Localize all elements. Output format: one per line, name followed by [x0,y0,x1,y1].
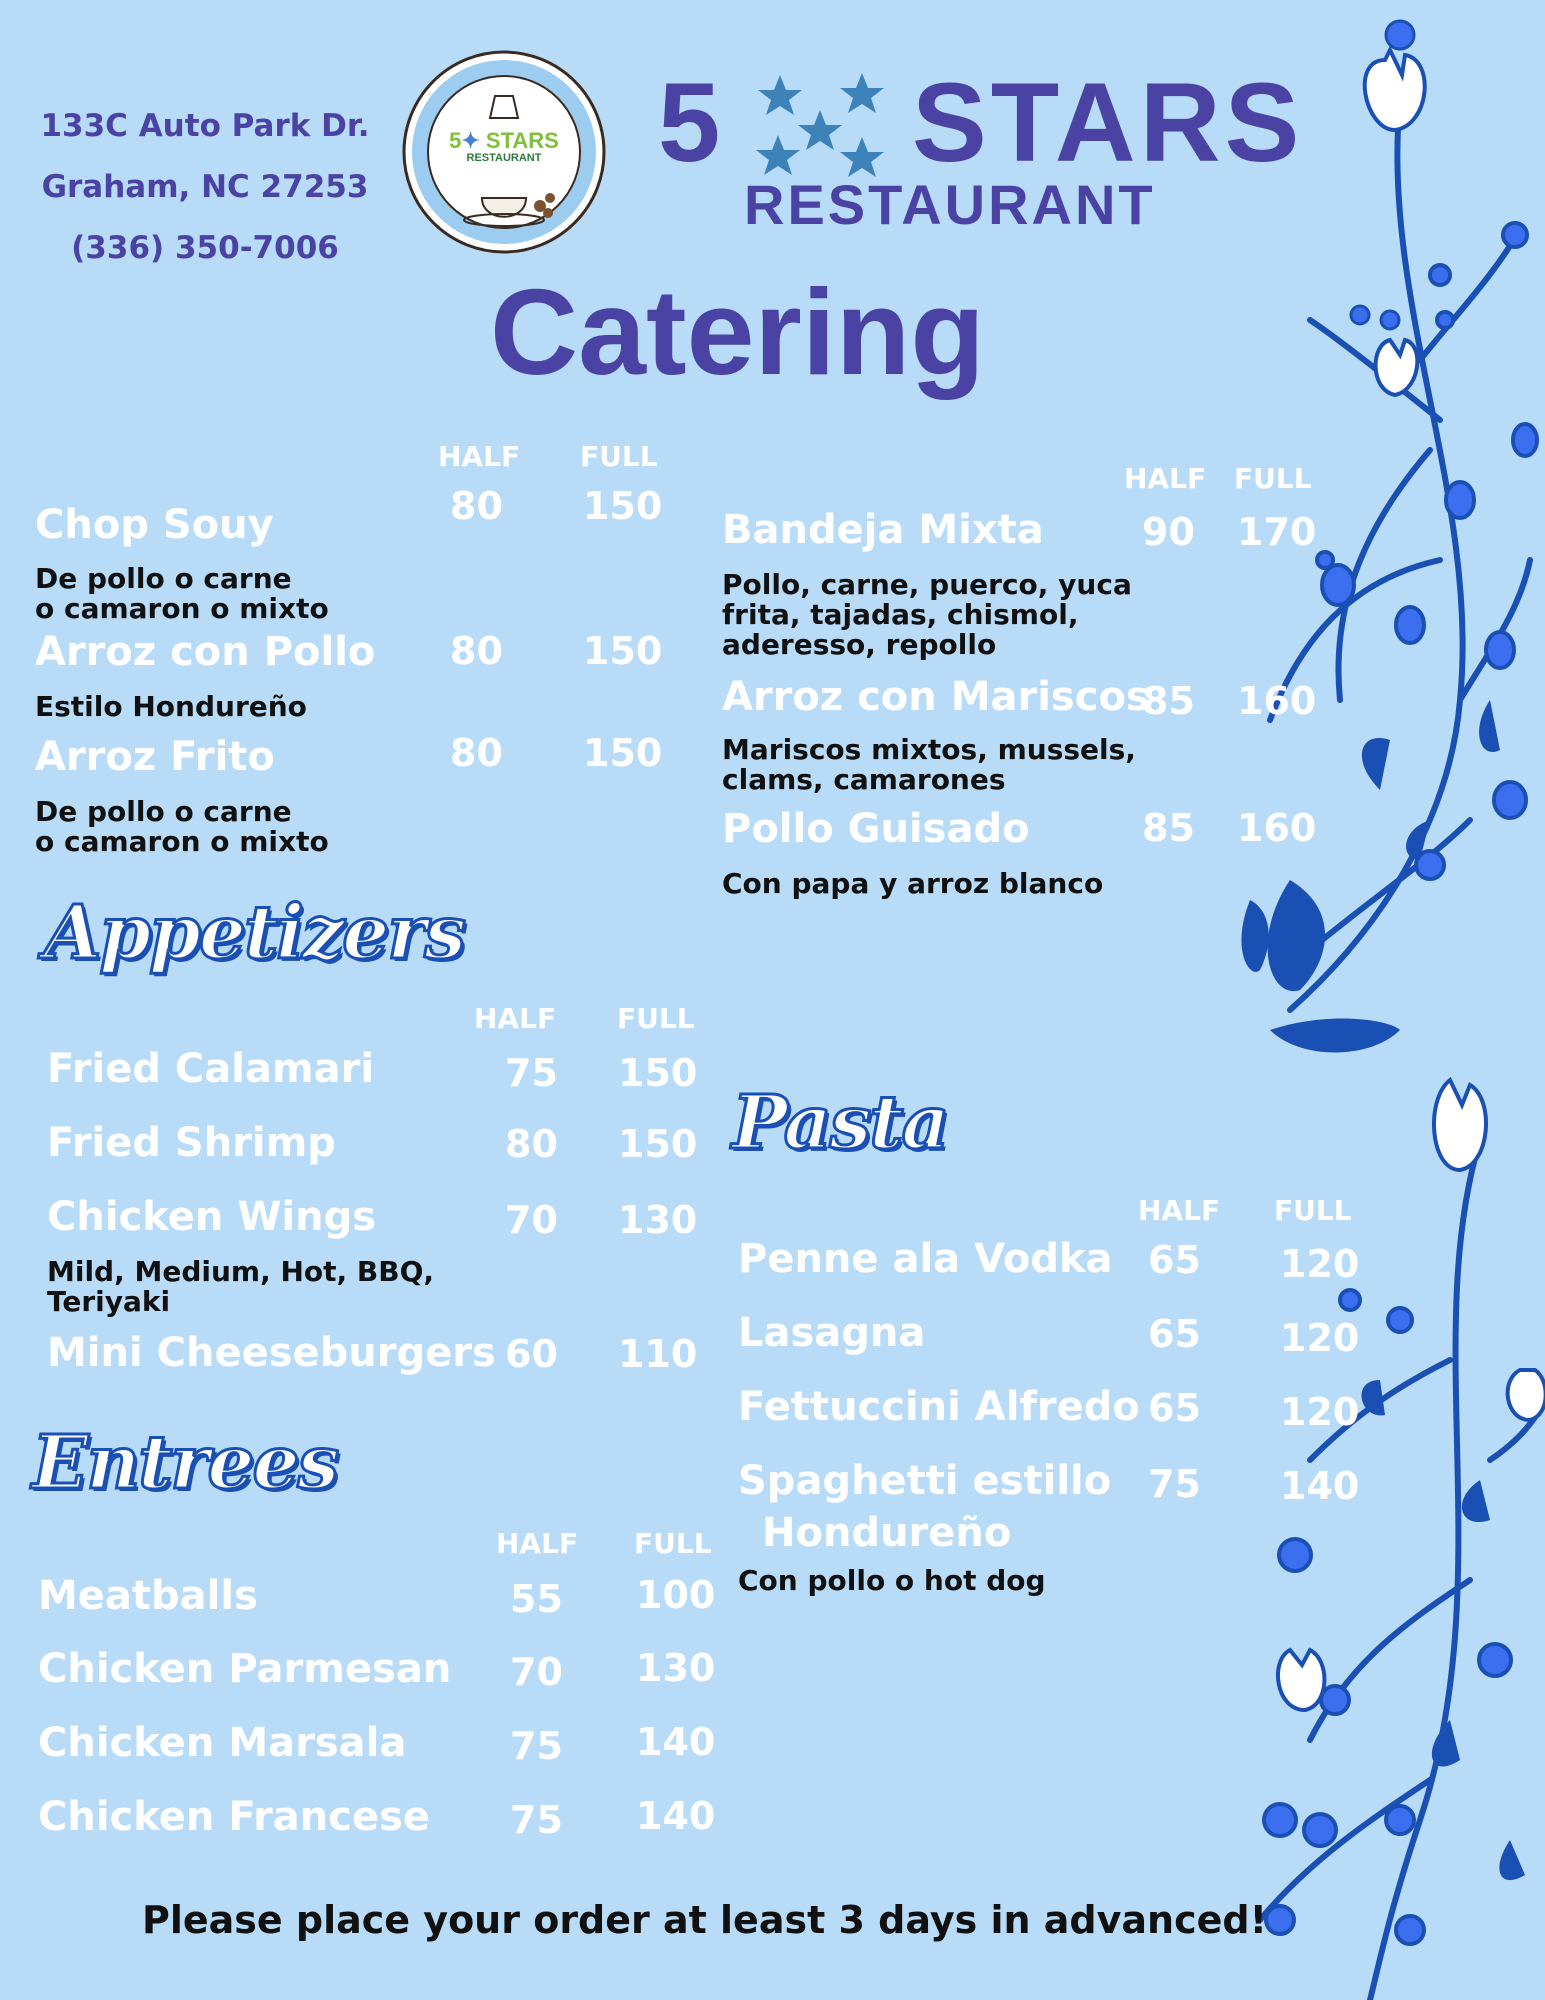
menu-item-desc [47,1257,434,1317]
price-full: 130 [618,1198,698,1242]
price-half: 80 [450,484,503,528]
menu-item-name-cont: Hondureño [762,1510,1012,1556]
menu-item-name: Arroz Frito [35,734,275,780]
appetizers-heading: Appetizers [44,890,465,976]
price-full: 150 [618,1051,698,1095]
desc-line: Teriyaki [47,1285,171,1318]
address-street: 133C Auto Park Dr. [40,108,370,144]
price-half: 65 [1148,1386,1201,1430]
price-half: 65 [1148,1312,1201,1356]
menu-item-name: Fried Calamari [47,1046,375,1092]
col-half-header: HALF [438,440,521,473]
menu-item-name: Arroz con Pollo [35,629,376,675]
price-half: 90 [1142,510,1195,554]
price-full: 140 [636,1720,716,1764]
menu-item-name: Mini Cheeseburgers [47,1330,496,1376]
price-half: 75 [505,1051,558,1095]
price-full: 120 [1280,1316,1360,1360]
col-full-header: FULL [1234,462,1312,495]
price-full: 140 [636,1794,716,1838]
pasta-heading: Pasta [732,1080,948,1166]
price-half: 80 [450,629,503,673]
price-half: 75 [510,1798,563,1842]
price-full: 120 [1280,1390,1360,1434]
menu-item-name: Meatballs [38,1573,258,1619]
price-full: 160 [1237,679,1317,723]
price-full: 110 [618,1332,698,1376]
price-half: 80 [505,1122,558,1166]
address-city: Graham, NC 27253 [41,169,369,205]
desc-line: Pollo, carne, puerco, yuca [722,568,1132,601]
brand-number: 5 [658,60,723,185]
menu-item-desc [35,564,329,624]
logo-stars-text: STARS [485,128,559,153]
entrees-heading: Entrees [32,1420,338,1506]
menu-item-name: Fettuccini Alfredo [738,1384,1140,1430]
menu-item-name: Bandeja Mixta [722,507,1044,553]
price-full: 130 [636,1646,716,1690]
menu-item-desc [35,692,307,722]
restaurant-logo: 5✦ STARS RESTAURANT [400,48,608,256]
desc-line: Mild, Medium, Hot, BBQ, [47,1255,435,1288]
price-full: 150 [583,484,663,528]
desc-line: clams, camarones [722,763,1006,796]
price-full: 150 [618,1122,698,1166]
menu-item-name: Penne ala Vodka [738,1236,1113,1282]
price-half: 85 [1142,679,1195,723]
price-full: 170 [1237,510,1317,554]
brand-name: STARS [912,60,1304,185]
menu-item-name: Chicken Wings [47,1194,377,1240]
desc-line: o camaron o mixto [35,592,329,625]
menu-item-desc [722,570,1132,660]
menu-item-desc [35,797,329,857]
desc-line: Mariscos mixtos, mussels, [722,733,1136,766]
phone-number: (336) 350-7006 [71,230,339,266]
price-full: 140 [1280,1464,1360,1508]
col-full-header: FULL [634,1527,712,1560]
price-half: 70 [510,1650,563,1694]
stars-cluster-icon [750,70,890,185]
menu-item-name: Chicken Parmesan [38,1646,452,1692]
desc-line: Con pollo o hot dog [738,1564,1046,1597]
order-notice: Please place your order at least 3 days in advanced! [142,1898,1267,1942]
menu-item-name: Chop Souy [35,502,274,548]
col-half-header: HALF [474,1002,557,1035]
desc-line: Estilo Hondureño [35,690,307,723]
col-full-header: FULL [580,440,658,473]
price-full: 150 [583,731,663,775]
desc-line: De pollo o carne [35,795,292,828]
page-title: Catering [490,264,985,400]
price-half: 85 [1142,806,1195,850]
menu-item-name: Chicken Francese [38,1794,431,1840]
price-full: 160 [1237,806,1317,850]
col-half-header: HALF [1138,1194,1221,1227]
price-half: 60 [505,1332,558,1376]
price-half: 75 [510,1724,563,1768]
price-half: 65 [1148,1238,1201,1282]
col-full-header: FULL [617,1002,695,1035]
price-half: 55 [510,1577,563,1621]
brand-subtitle: RESTAURANT [744,173,1156,236]
col-full-header: FULL [1274,1194,1352,1227]
menu-item-name: Chicken Marsala [38,1720,407,1766]
price-half: 80 [450,731,503,775]
col-half-header: HALF [496,1527,579,1560]
menu-item-desc [722,869,1103,899]
price-half: 75 [1148,1462,1201,1506]
menu-item-name: Lasagna [738,1310,926,1356]
desc-line: o camaron o mixto [35,825,329,858]
menu-item-name: Pollo Guisado [722,806,1030,852]
col-half-header: HALF [1124,462,1207,495]
price-half: 70 [505,1198,558,1242]
menu-item-name: Arroz con Mariscos [722,674,1150,720]
logo-restaurant-text: RESTAURANT [466,152,542,164]
desc-line: aderesso, repollo [722,628,997,661]
menu-item-desc [722,735,1136,795]
price-full: 150 [583,629,663,673]
desc-line: frita, tajadas, chismol, [722,598,1079,631]
menu-item-desc [738,1566,1046,1596]
menu-item-name: Spaghetti estillo [738,1458,1112,1504]
logo-number: 5 [449,128,462,153]
desc-line: De pollo o carne [35,562,292,595]
price-full: 120 [1280,1242,1360,1286]
price-full: 100 [636,1573,716,1617]
menu-item-name: Fried Shrimp [47,1120,336,1166]
desc-line: Con papa y arroz blanco [722,867,1104,900]
